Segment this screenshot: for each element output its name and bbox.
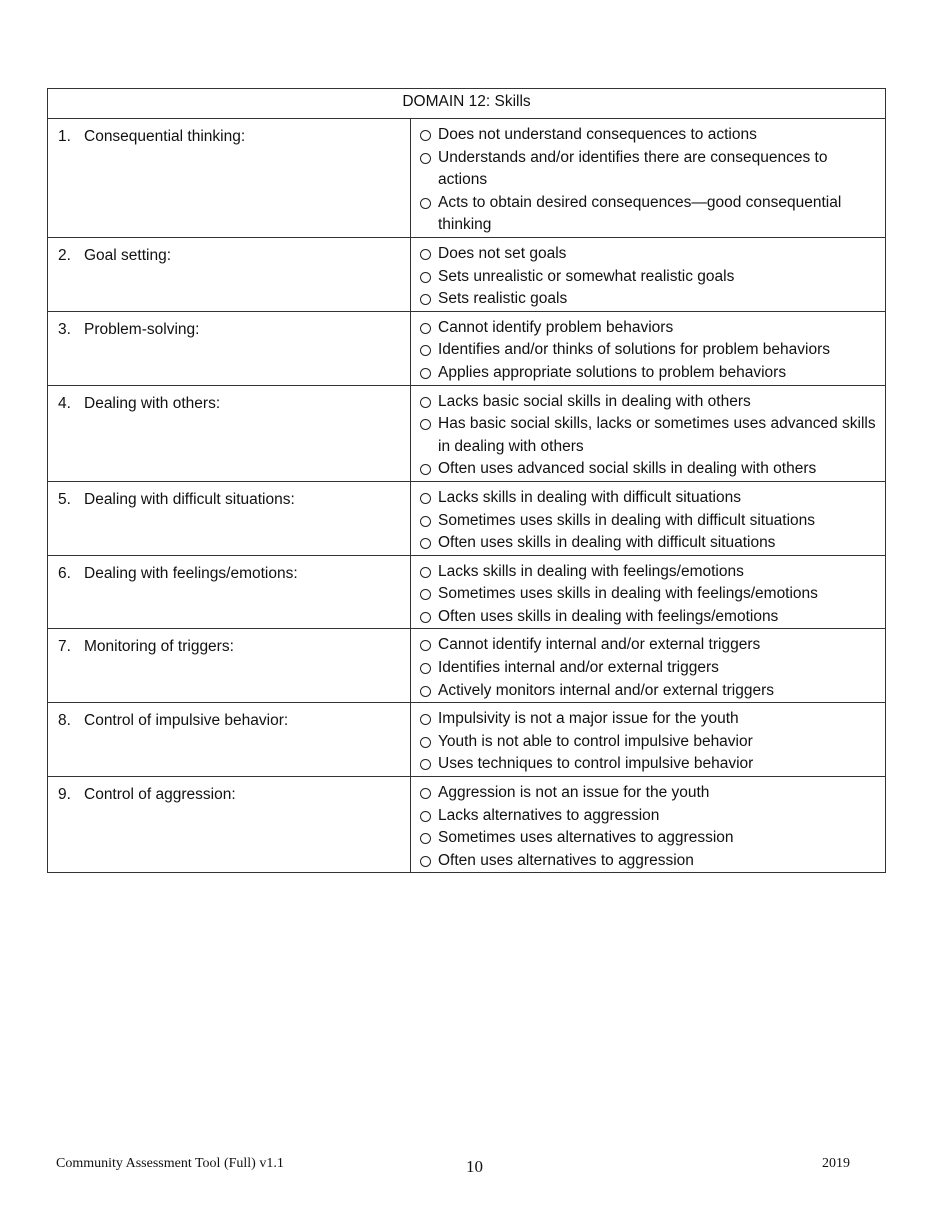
question-row xyxy=(48,237,886,311)
question-row xyxy=(48,703,886,777)
question-cell xyxy=(48,629,411,703)
options-cell xyxy=(411,385,886,481)
answer-option[interactable] xyxy=(419,583,877,606)
question-label: Monitoring of triggers: xyxy=(84,638,234,656)
options-cell xyxy=(411,703,886,777)
radio-circle-icon[interactable] xyxy=(420,663,431,674)
footer-year: 2019 xyxy=(822,1156,850,1171)
radio-circle-icon[interactable] xyxy=(420,464,431,475)
question-label: Dealing with feelings/emotions: xyxy=(84,564,298,582)
radio-circle-icon[interactable] xyxy=(420,419,431,430)
answer-option-label: Applies appropriate solutions to problem behaviors xyxy=(438,363,787,381)
question-cell xyxy=(48,237,411,311)
options-cell xyxy=(411,119,886,238)
answer-option[interactable] xyxy=(419,753,877,776)
radio-circle-icon[interactable] xyxy=(420,368,431,379)
answer-option[interactable] xyxy=(419,731,877,754)
footer-page-number: 10 xyxy=(466,1157,483,1176)
question-number: 3. xyxy=(58,320,71,338)
answer-option[interactable] xyxy=(419,510,877,533)
radio-circle-icon[interactable] xyxy=(420,130,431,141)
radio-circle-icon[interactable] xyxy=(420,856,431,867)
answer-option-label: Often uses skills in dealing with feelings/emotions xyxy=(438,607,779,625)
answer-option[interactable] xyxy=(419,458,877,481)
answer-option[interactable] xyxy=(419,317,877,340)
answer-option[interactable] xyxy=(419,634,877,657)
answer-option-label: Actively monitors internal and/or external triggers xyxy=(438,681,774,699)
answer-option-label: Understands and/or identifies there are consequences to actions xyxy=(438,148,828,189)
question-cell xyxy=(48,777,411,873)
answer-option-label: Cannot identify internal and/or external triggers xyxy=(438,636,761,654)
question-row xyxy=(48,119,886,238)
answer-option[interactable] xyxy=(419,532,877,555)
answer-option[interactable] xyxy=(419,805,877,828)
domain-title: DOMAIN 12: Skills xyxy=(48,89,886,119)
radio-circle-icon[interactable] xyxy=(420,272,431,283)
radio-circle-icon[interactable] xyxy=(420,833,431,844)
radio-circle-icon[interactable] xyxy=(420,714,431,725)
radio-circle-icon[interactable] xyxy=(420,567,431,578)
question-number: 5. xyxy=(58,490,71,508)
radio-circle-icon[interactable] xyxy=(420,294,431,305)
radio-circle-icon[interactable] xyxy=(420,737,431,748)
question-row xyxy=(48,629,886,703)
answer-option[interactable] xyxy=(419,606,877,629)
options-cell xyxy=(411,555,886,629)
radio-circle-icon[interactable] xyxy=(420,249,431,260)
radio-circle-icon[interactable] xyxy=(420,397,431,408)
radio-circle-icon[interactable] xyxy=(420,811,431,822)
answer-option[interactable] xyxy=(419,391,877,414)
question-cell xyxy=(48,119,411,238)
question-number: 6. xyxy=(58,564,71,582)
question-row xyxy=(48,385,886,481)
question-number: 9. xyxy=(58,786,71,804)
answer-option-label: Impulsivity is not a major issue for the youth xyxy=(438,710,739,728)
options-cell xyxy=(411,629,886,703)
answer-option[interactable] xyxy=(419,413,877,458)
answer-option-label: Does not set goals xyxy=(438,244,567,262)
question-number: 1. xyxy=(58,128,71,145)
question-number: 7. xyxy=(58,638,71,656)
options-cell xyxy=(411,311,886,385)
radio-circle-icon[interactable] xyxy=(420,493,431,504)
question-label: Dealing with difficult situations: xyxy=(84,490,295,508)
domain-12-table xyxy=(47,88,886,873)
radio-circle-icon[interactable] xyxy=(420,538,431,549)
answer-option-label: Lacks skills in dealing with difficult situations xyxy=(438,488,741,506)
question-row xyxy=(48,481,886,555)
answer-option[interactable] xyxy=(419,782,877,805)
answer-option-label: Youth is not able to control impulsive behavior xyxy=(438,732,753,750)
answer-option-label: Often uses alternatives to aggression xyxy=(438,851,694,869)
question-cell xyxy=(48,481,411,555)
answer-option[interactable] xyxy=(419,561,877,584)
answer-option-label: Sometimes uses alternatives to aggression xyxy=(438,829,734,847)
question-cell xyxy=(48,385,411,481)
answer-option-label: Uses techniques to control impulsive behavior xyxy=(438,755,754,773)
answer-option-label: Does not understand consequences to actions xyxy=(438,126,757,143)
answer-option-label: Lacks alternatives to aggression xyxy=(438,806,660,824)
answer-option-label: Identifies internal and/or external triggers xyxy=(438,659,719,677)
question-cell xyxy=(48,311,411,385)
options-cell xyxy=(411,777,886,873)
question-label: Dealing with others: xyxy=(84,394,221,412)
radio-circle-icon[interactable] xyxy=(420,345,431,356)
question-number: 8. xyxy=(58,712,71,730)
answer-option[interactable] xyxy=(419,487,877,510)
question-label: Consequential thinking: xyxy=(84,128,246,145)
answer-option-label: Identifies and/or thinks of solutions for problem behaviors xyxy=(438,341,831,359)
answer-option-label: Often uses advanced social skills in dealing with others xyxy=(438,460,817,478)
options-cell xyxy=(411,237,886,311)
answer-option-label: Lacks skills in dealing with feelings/emotions xyxy=(438,562,744,580)
answer-option-label: Sometimes uses skills in dealing with difficult situations xyxy=(438,511,816,529)
question-cell xyxy=(48,555,411,629)
answer-option[interactable] xyxy=(419,708,877,731)
answer-option[interactable] xyxy=(419,657,877,680)
answer-option-label: Often uses skills in dealing with difficult situations xyxy=(438,534,776,552)
question-label: Problem-solving: xyxy=(84,320,200,338)
answer-option[interactable] xyxy=(419,339,877,362)
radio-circle-icon[interactable] xyxy=(420,516,431,527)
answer-option[interactable] xyxy=(419,266,877,289)
question-number: 2. xyxy=(58,246,71,264)
answer-option-label: Sets realistic goals xyxy=(438,290,568,308)
footer-document-title: Community Assessment Tool (Full) v1.1 xyxy=(56,1156,284,1171)
question-row xyxy=(48,555,886,629)
answer-option-label: Aggression is not an issue for the youth xyxy=(438,784,710,802)
question-cell xyxy=(48,703,411,777)
answer-option-label: Has basic social skills, lacks or sometimes uses advanced skills in dealing with others xyxy=(438,415,876,455)
radio-circle-icon[interactable] xyxy=(420,759,431,770)
radio-circle-icon[interactable] xyxy=(420,589,431,600)
options-cell xyxy=(411,481,886,555)
radio-circle-icon[interactable] xyxy=(420,153,431,164)
answer-option-label: Cannot identify problem behaviors xyxy=(438,318,674,336)
answer-option[interactable] xyxy=(419,288,877,311)
question-row xyxy=(48,311,886,385)
answer-option[interactable] xyxy=(419,124,877,147)
question-label: Goal setting: xyxy=(84,246,172,264)
question-label: Control of aggression: xyxy=(84,786,236,804)
answer-option[interactable] xyxy=(419,827,877,850)
question-row xyxy=(48,777,886,873)
radio-circle-icon[interactable] xyxy=(420,686,431,697)
radio-circle-icon[interactable] xyxy=(420,323,431,334)
answer-option-label: Acts to obtain desired consequences—good consequential thinking xyxy=(438,193,842,234)
answer-option[interactable] xyxy=(419,850,877,873)
radio-circle-icon[interactable] xyxy=(420,788,431,799)
radio-circle-icon[interactable] xyxy=(420,640,431,651)
answer-option[interactable] xyxy=(419,680,877,703)
answer-option-label: Lacks basic social skills in dealing with others xyxy=(438,392,751,410)
question-number: 4. xyxy=(58,394,71,412)
answer-option[interactable] xyxy=(419,147,877,192)
radio-circle-icon[interactable] xyxy=(420,198,431,209)
radio-circle-icon[interactable] xyxy=(420,612,431,623)
question-label: Control of impulsive behavior: xyxy=(84,712,289,730)
answer-option-label: Sets unrealistic or somewhat realistic goals xyxy=(438,267,735,285)
answer-option[interactable] xyxy=(419,192,877,237)
answer-option-label: Sometimes uses skills in dealing with feelings/emotions xyxy=(438,585,818,603)
answer-option[interactable] xyxy=(419,243,877,266)
answer-option[interactable] xyxy=(419,362,877,385)
